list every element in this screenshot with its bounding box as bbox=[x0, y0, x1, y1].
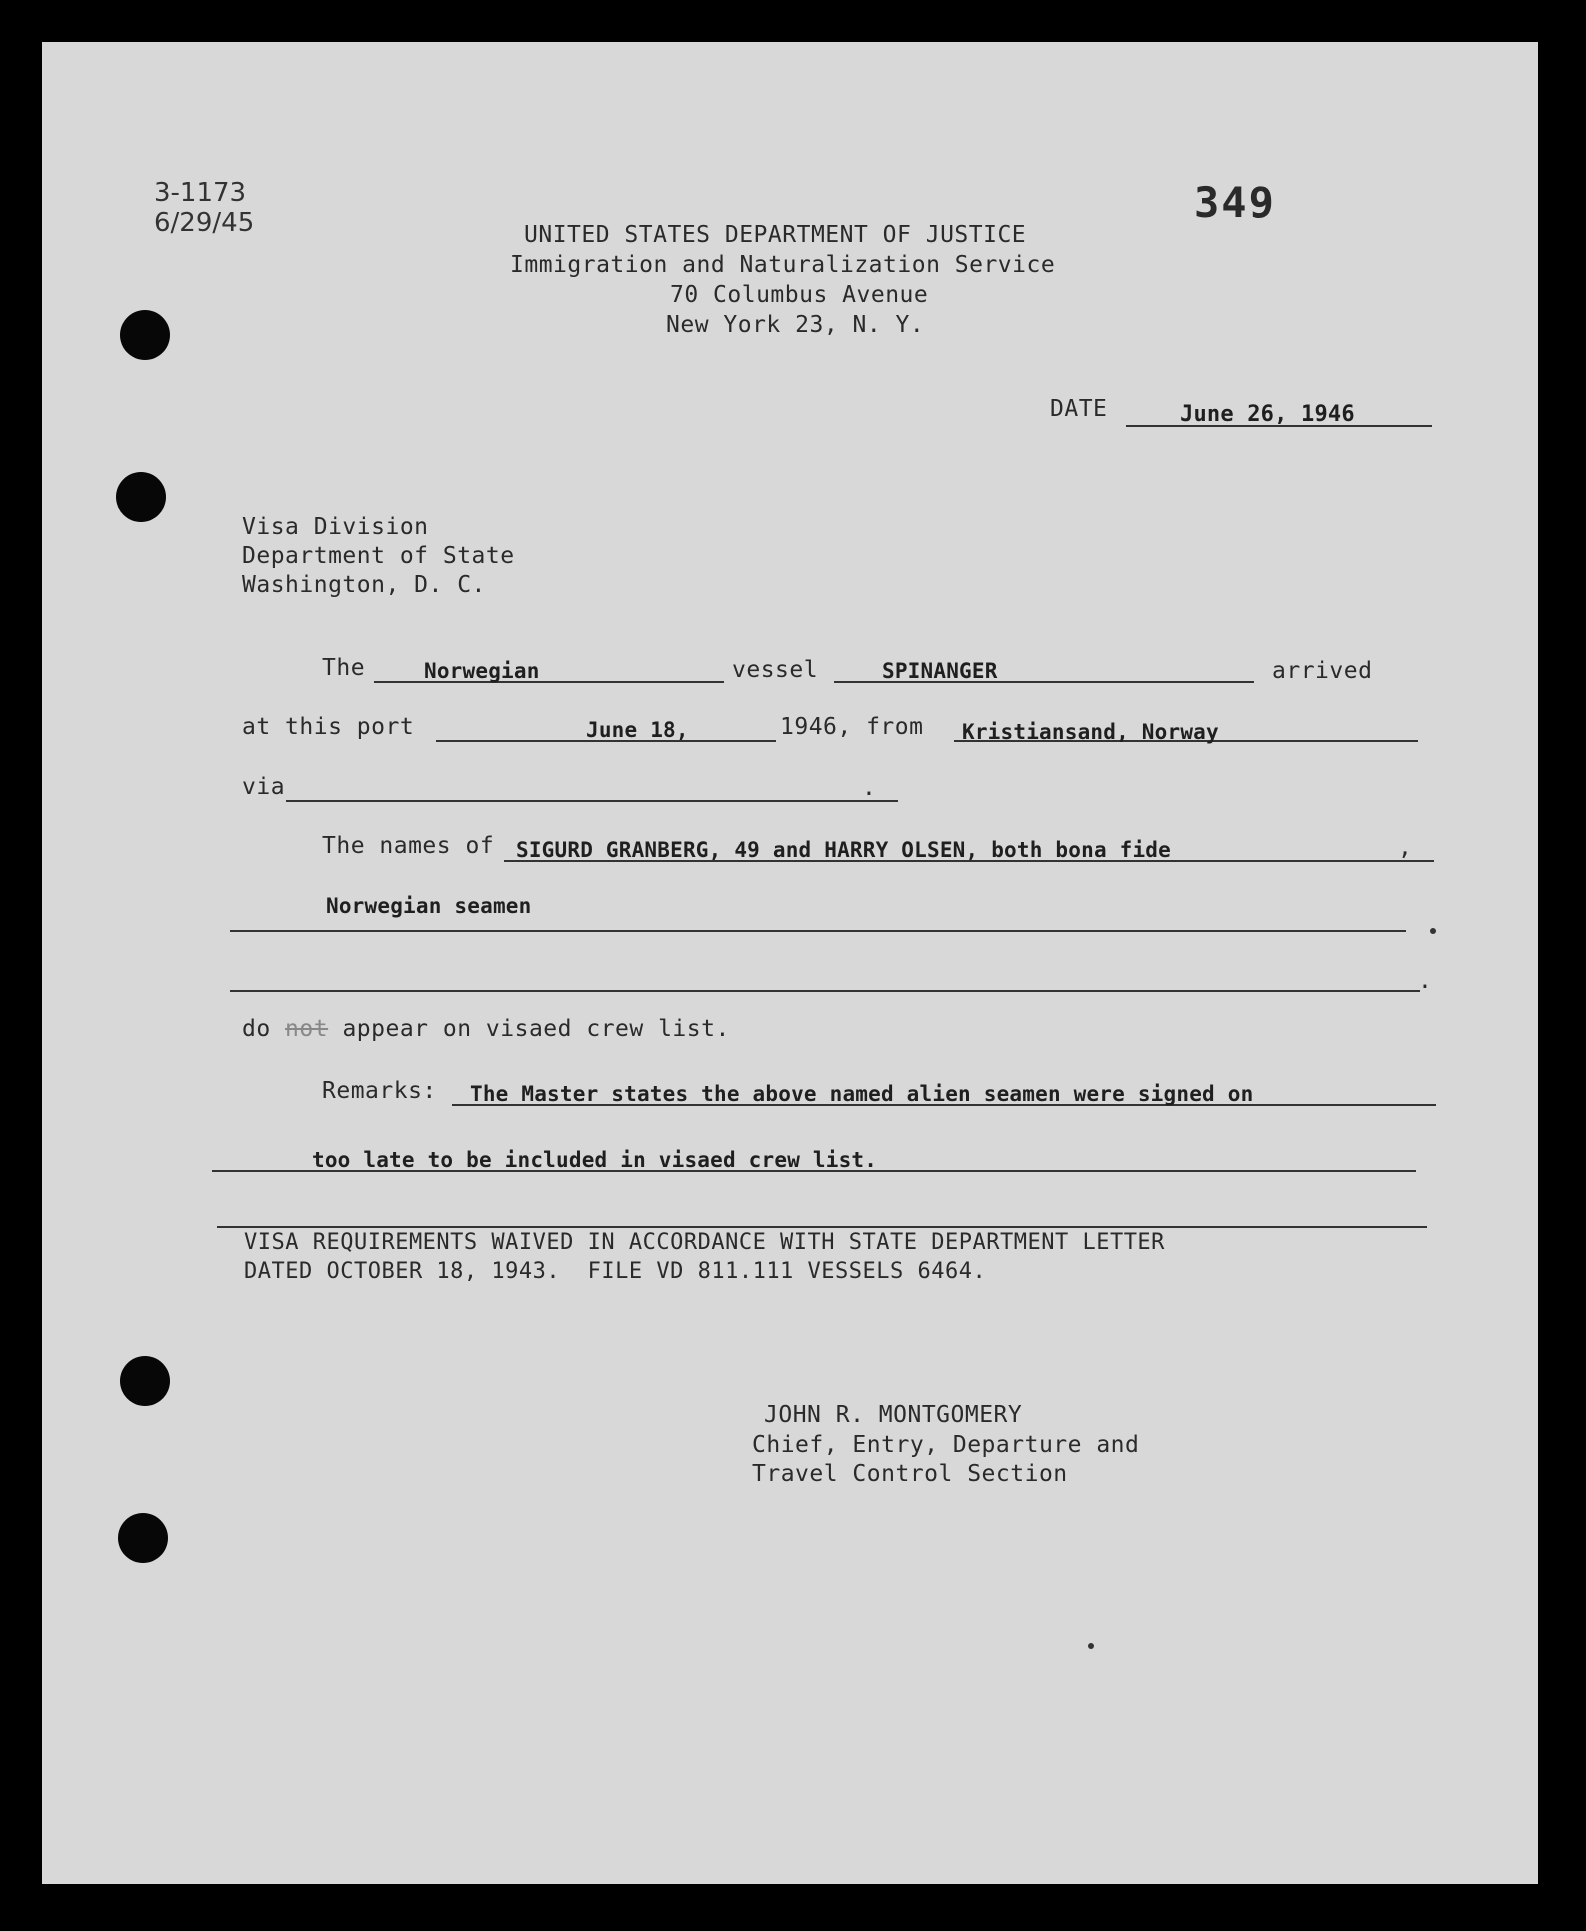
arrived-label: arrived bbox=[1272, 658, 1373, 684]
letterhead-line: 70 Columbus Avenue bbox=[670, 282, 929, 308]
do-word: do bbox=[242, 1016, 286, 1042]
document-page bbox=[42, 42, 1538, 1884]
signature-title: Travel Control Section bbox=[752, 1461, 1068, 1487]
letterhead-line: New York 23, N. Y. bbox=[666, 312, 925, 338]
the-label: The bbox=[322, 655, 366, 681]
signature-name: JOHN R. MONTGOMERY bbox=[764, 1402, 1023, 1428]
via-end: . bbox=[862, 775, 877, 801]
remarks-text-1: The Master states the above named alien seamen were signed on bbox=[470, 1082, 1254, 1106]
waiver-line: DATED OCTOBER 18, 1943. FILE VD 811.111 VESSELS 6464. bbox=[244, 1259, 987, 1284]
nationality: Norwegian bbox=[424, 659, 540, 683]
via-label: via bbox=[242, 774, 286, 800]
punch-hole bbox=[120, 1356, 170, 1406]
conclusion-rest: appear on visaed crew list. bbox=[328, 1016, 730, 1042]
date-label: DATE bbox=[1050, 396, 1108, 422]
addressee-line: Washington, D. C. bbox=[242, 572, 486, 598]
names-line-2: Norwegian seamen bbox=[326, 894, 532, 918]
vessel-name: SPINANGER bbox=[882, 659, 998, 683]
file-number: 3-1173 bbox=[154, 178, 247, 208]
names-line-3-end: . bbox=[1418, 968, 1433, 994]
names-line-1-end: , bbox=[1398, 835, 1413, 861]
names-label: The names of bbox=[322, 833, 495, 859]
signature-title: Chief, Entry, Departure and bbox=[752, 1432, 1140, 1458]
remarks-label: Remarks: bbox=[322, 1078, 437, 1104]
waiver-line: VISA REQUIREMENTS WAIVED IN ACCORDANCE WITH STATE DEPARTMENT LETTER bbox=[244, 1230, 1165, 1255]
names-line-2-end bbox=[1430, 928, 1436, 934]
year-label: 1946, from bbox=[780, 714, 924, 740]
date-value: June 26, 1946 bbox=[1180, 402, 1355, 427]
names-line-1: SIGURD GRANBERG, 49 and HARRY OLSEN, both bona fide bbox=[516, 838, 1171, 862]
page-number: 349 bbox=[1194, 178, 1276, 227]
addressee-line: Visa Division bbox=[242, 514, 429, 540]
remarks-line-3 bbox=[217, 1226, 1427, 1228]
names-line-2-rule bbox=[230, 930, 1406, 932]
struck-word: not bbox=[285, 1016, 329, 1042]
letterhead-line: UNITED STATES DEPARTMENT OF JUSTICE bbox=[524, 222, 1027, 248]
from-place: Kristiansand, Norway bbox=[962, 720, 1219, 744]
speck bbox=[1088, 1643, 1094, 1649]
remarks-text-2: too late to be included in visaed crew list. bbox=[312, 1148, 878, 1172]
via-line bbox=[286, 800, 898, 802]
port-label: at this port bbox=[242, 714, 415, 740]
punch-hole bbox=[118, 1513, 168, 1563]
names-line-3-rule bbox=[230, 990, 1420, 992]
letterhead-line: Immigration and Naturalization Service bbox=[510, 252, 1056, 278]
vessel-label: vessel bbox=[732, 657, 819, 683]
crew-list-statement bbox=[242, 1018, 730, 1041]
addressee-line: Department of State bbox=[242, 543, 515, 569]
arrival-date: June 18, bbox=[586, 718, 689, 742]
punch-hole bbox=[120, 310, 170, 360]
punch-hole bbox=[116, 472, 166, 522]
file-date: 6/29/45 bbox=[154, 208, 255, 238]
